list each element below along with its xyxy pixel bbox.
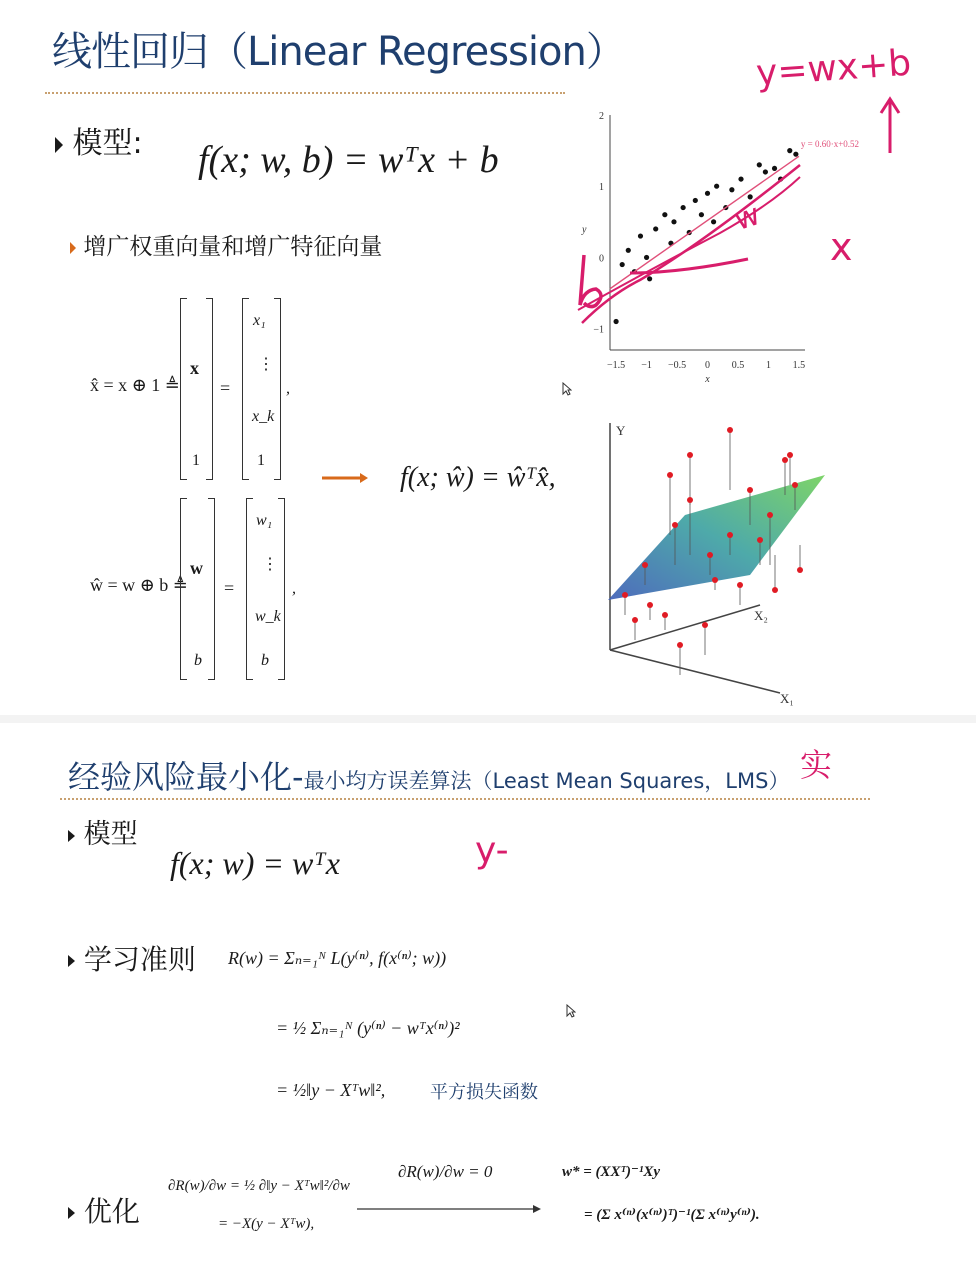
w-vec-right-1: ⋮ (262, 556, 278, 573)
slide1-title: 线性回归（Linear Regression） (52, 29, 625, 75)
data-point (644, 255, 649, 260)
w-hat-definition: ŵ = w ⊕ b ≜ (90, 575, 188, 595)
data-point (687, 452, 693, 458)
data-point (662, 612, 668, 618)
x-tick-label: 1.5 (792, 360, 806, 371)
model-bullet (55, 118, 143, 162)
optimize-label: 优化 (83, 1195, 140, 1228)
handwritten-shi: 实 (800, 746, 833, 784)
y-tick-label: 1 (599, 182, 604, 194)
regression-plane-3d (590, 415, 890, 710)
fit-line (610, 156, 799, 288)
x-hat-definition: x̂ = x ⊕ 1 ≜ (90, 375, 180, 395)
annotation-stroke (578, 177, 800, 310)
data-point (787, 452, 793, 458)
bracket-right (278, 498, 285, 680)
x1-axis-label: X₁ (780, 691, 794, 706)
x-vec-right-2: x_k (252, 408, 275, 425)
data-point (620, 262, 625, 267)
handwritten-x: x (830, 225, 853, 269)
handwritten-equation: y=wx+b (754, 42, 913, 95)
x-vec-left-0: x (190, 358, 199, 378)
fit-label: y = 0.60·x+0.52 (800, 139, 860, 150)
risk-line-2: = ½ Σₙ₌₁ᴺ (y⁽ⁿ⁾ − wᵀx⁽ⁿ⁾)² (276, 1018, 460, 1038)
x-comma: , (286, 380, 290, 397)
data-point (613, 319, 618, 324)
data-point (714, 184, 719, 189)
w-equals: = (224, 578, 235, 598)
data-point (711, 219, 716, 224)
augmented-formula: f(x; ŵ) = ŵᵀx̂, (400, 462, 556, 493)
risk-line-1: R(w) = Σₙ₌₁ᴺ L(y⁽ⁿ⁾, f(x⁽ⁿ⁾; w)) (228, 948, 447, 968)
data-point (626, 248, 631, 253)
solution-line-1: w* = (XXᵀ)⁻¹Xy (562, 1164, 661, 1180)
data-point (705, 191, 710, 196)
x-axis-label: x (705, 374, 710, 385)
handwritten-w: w (730, 197, 765, 238)
data-point (757, 537, 763, 543)
data-point (757, 162, 762, 167)
x-tick-label: −1.5 (607, 360, 626, 371)
slide2-title (68, 752, 789, 798)
slide2-separator (60, 798, 870, 800)
x-tick-label: −0.5 (667, 360, 687, 371)
data-point (727, 532, 733, 538)
x2-axis-label: X₂ (754, 608, 768, 623)
bracket-right (208, 498, 215, 680)
w-vec-right-3: b (261, 652, 269, 669)
data-point (667, 472, 673, 478)
long-arrow-icon (355, 1203, 545, 1215)
optimize-bullet (68, 1190, 140, 1230)
x-equals: = (220, 378, 231, 398)
data-point (687, 497, 693, 503)
gradient-line-1: ∂R(w)/∂w = ½ ∂‖y − Xᵀw‖²/∂w (168, 1178, 350, 1194)
data-point (632, 617, 638, 623)
slide-divider (0, 715, 976, 723)
model-formula: f(x; w, b) = wᵀx + b (198, 139, 499, 181)
data-point (797, 567, 803, 573)
data-point (681, 205, 686, 210)
data-point (712, 577, 718, 583)
data-point (737, 582, 743, 588)
data-point (792, 482, 798, 488)
slide2-title-main: 经验风险最小化- (68, 758, 304, 796)
data-point (638, 233, 643, 238)
data-point (787, 148, 792, 153)
x-vec-right-3: 1 (257, 452, 265, 469)
model2-label: 模型 (83, 819, 138, 850)
x-vec-left-1: 1 (192, 452, 200, 469)
bullet-icon (68, 1207, 75, 1219)
bullet-icon (68, 830, 75, 842)
data-point (647, 276, 652, 281)
data-point (653, 226, 658, 231)
x1-axis (610, 650, 780, 693)
data-point (727, 427, 733, 433)
w-vec-left-0: w (190, 558, 203, 578)
x-vec-right-1: ⋮ (258, 356, 274, 373)
data-point (677, 642, 683, 648)
data-point (672, 522, 678, 528)
data-point (702, 622, 708, 628)
model2-bullet (68, 812, 138, 851)
x-tick-label: 0 (705, 360, 710, 371)
data-point (763, 169, 768, 174)
bracket-left (180, 298, 187, 480)
model2-formula: f(x; w) = wᵀx (170, 845, 340, 881)
model-label: 模型: (72, 126, 143, 161)
bullet-icon (68, 955, 75, 967)
solution-line-2: = (Σ x⁽ⁿ⁾(x⁽ⁿ⁾)ᵀ)⁻¹(Σ x⁽ⁿ⁾y⁽ⁿ⁾). (584, 1207, 760, 1223)
data-point (693, 198, 698, 203)
data-point (699, 212, 704, 217)
risk-line-3: = ½‖y − Xᵀw‖², (276, 1080, 386, 1100)
data-point (782, 457, 788, 463)
slide1-separator (45, 92, 565, 94)
y-axis-label: Y (616, 423, 626, 438)
data-point (642, 562, 648, 568)
augmented-label: 增广权重向量和增广特征向量 (83, 234, 383, 260)
x2-axis (610, 605, 760, 650)
slide2-title-sub: 最小均方误差算法（Least Mean Squares，LMS） (303, 769, 790, 793)
annotation-stroke (582, 165, 800, 323)
bracket-left (246, 498, 253, 680)
augmented-bullet (70, 228, 382, 261)
bullet-icon (55, 137, 63, 153)
bracket-left (242, 298, 249, 480)
w-vec-right-0: w₁ (256, 512, 273, 529)
bracket-right (274, 298, 281, 480)
y-axis-label: y (582, 224, 587, 236)
cursor-icon (566, 1004, 576, 1018)
x-tick-label: 1 (765, 360, 771, 371)
y-tick-label: 2 (599, 111, 604, 122)
data-point (738, 176, 743, 181)
data-point (647, 602, 653, 608)
data-point (747, 487, 753, 493)
data-point (767, 512, 773, 518)
square-loss-label: 平方损失函数 (430, 1082, 538, 1103)
data-point (772, 587, 778, 593)
x-tick-label: 0.5 (731, 360, 745, 371)
w-vec-right-2: w_k (255, 608, 281, 625)
bracket-right (206, 298, 213, 480)
data-point (707, 552, 713, 558)
zero-condition: ∂R(w)/∂w = 0 (398, 1162, 493, 1181)
data-point (772, 166, 777, 171)
x-tick-label: −1 (641, 360, 652, 371)
handwritten-y: y- (475, 830, 509, 871)
data-point (671, 219, 676, 224)
data-point (793, 152, 798, 157)
y-tick-label: 0 (599, 253, 604, 265)
criterion-label: 学习准则 (83, 943, 196, 976)
data-point (662, 212, 667, 217)
gradient-line-2: = −X(y − Xᵀw), (218, 1216, 315, 1232)
bullet-icon (70, 242, 76, 254)
x-vec-right-0: x₁ (253, 312, 266, 329)
handwritten-arrow-icon (878, 95, 902, 155)
y-tick-label: −1 (593, 324, 604, 336)
bracket-left (180, 498, 187, 680)
right-arrow-icon (320, 470, 370, 486)
handwritten-b (582, 260, 583, 261)
w-comma: , (292, 580, 296, 597)
data-point (729, 187, 734, 192)
cursor-icon (562, 382, 572, 396)
data-point (622, 592, 628, 598)
criterion-bullet (68, 938, 196, 978)
w-vec-left-1: b (194, 652, 202, 669)
